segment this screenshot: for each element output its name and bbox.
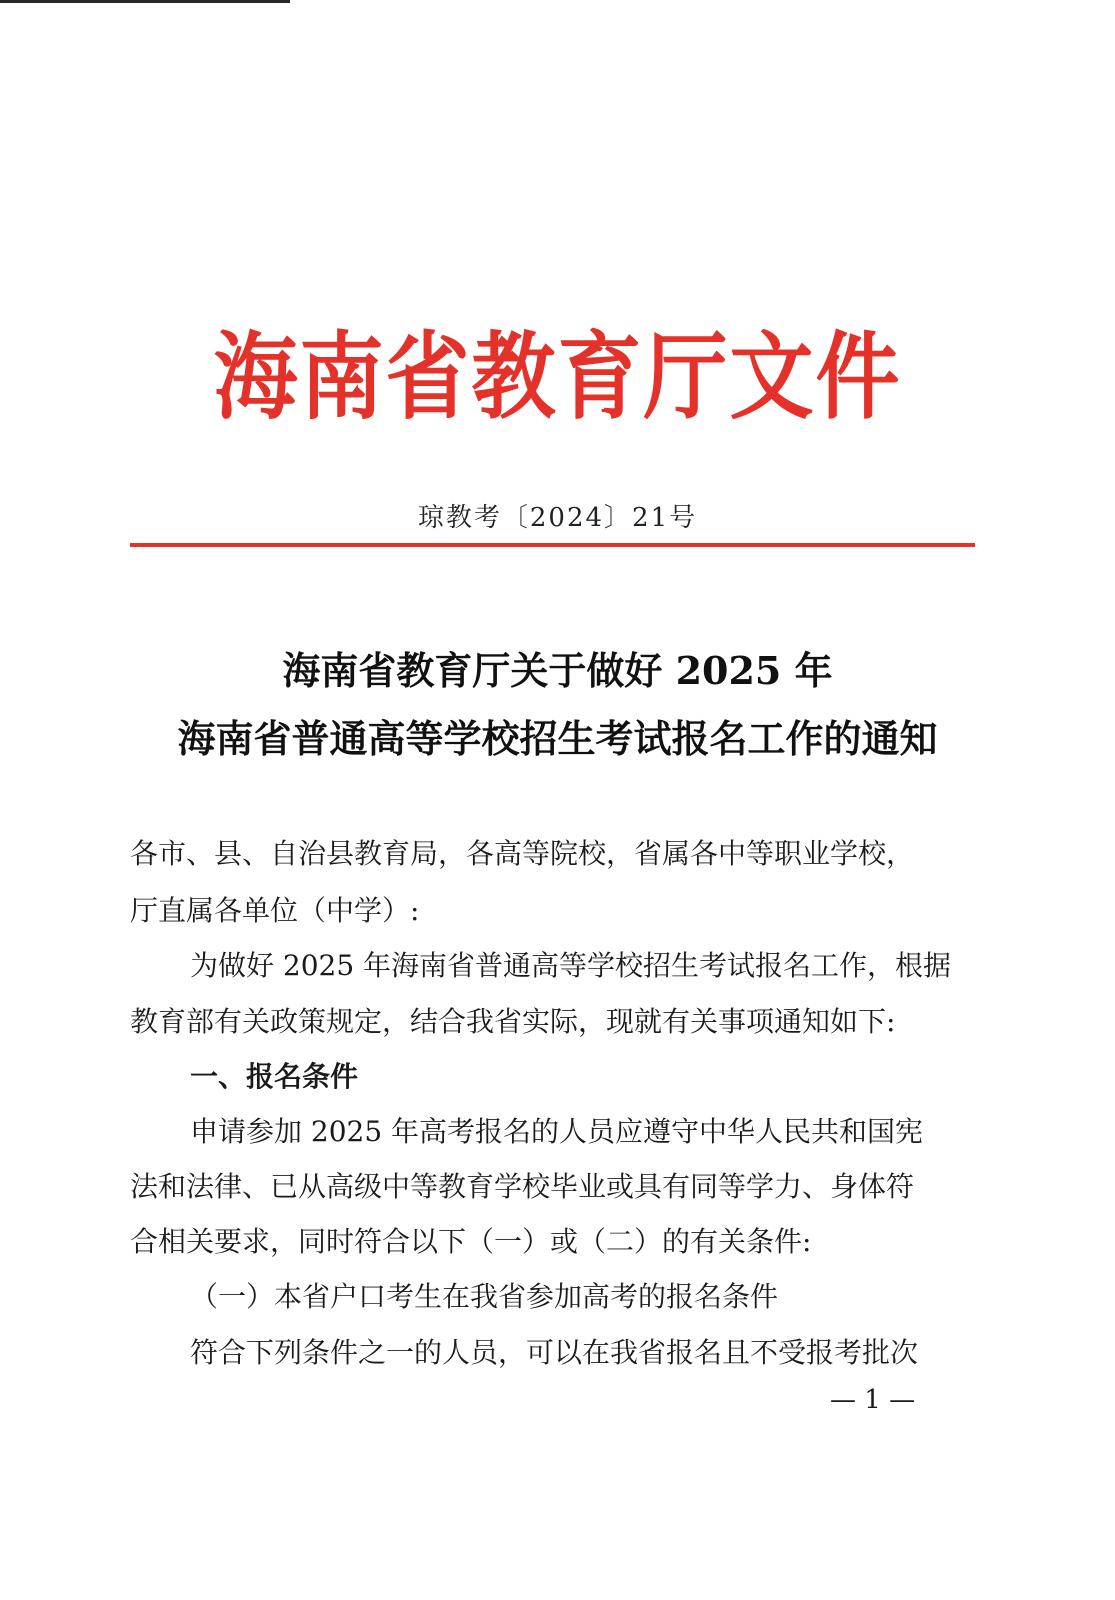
section1-line3: 合相关要求，同时符合以下（一）或（二）的有关条件: — [130, 1225, 812, 1258]
subsection1-line1: 符合下列条件之一的人员，可以在我省报名且不受报考批次 — [190, 1336, 919, 1369]
red-separator-line — [130, 543, 975, 547]
section1-line1: 申请参加 2025 年高考报名的人员应遵守中华人民共和国宪 — [190, 1115, 924, 1148]
document-title-line2: 海南省普通高等学校招生考试报名工作的通知 — [177, 716, 938, 761]
addressee-line1: 各市、县、自治县教育局，各高等院校，省属各中等职业学校， — [130, 837, 915, 870]
issuer-banner: 海南省教育厅文件 — [213, 322, 902, 432]
intro-line1: 为做好 2025 年海南省普通高等学校招生考试报名工作，根据 — [190, 949, 952, 982]
section1-line2: 法和法律、已从高级中等教育学校毕业或具有同等学力、身体符 — [130, 1170, 915, 1203]
scan-edge-mark — [0, 0, 290, 3]
document-number: 琼教考〔2024〕21号 — [417, 503, 698, 533]
page-number: — 1 — — [830, 1385, 916, 1415]
intro-line2: 教育部有关政策规定，结合我省实际，现就有关事项通知如下: — [130, 1005, 896, 1038]
document-title-line1: 海南省教育厅关于做好 2025 年 — [282, 648, 833, 693]
addressee-line2: 厅直属各单位（中学）: — [130, 894, 420, 927]
subsection1-heading: （一）本省户口考生在我省参加高考的报名条件 — [190, 1280, 779, 1313]
section1-heading: 一、报名条件 — [190, 1060, 359, 1093]
